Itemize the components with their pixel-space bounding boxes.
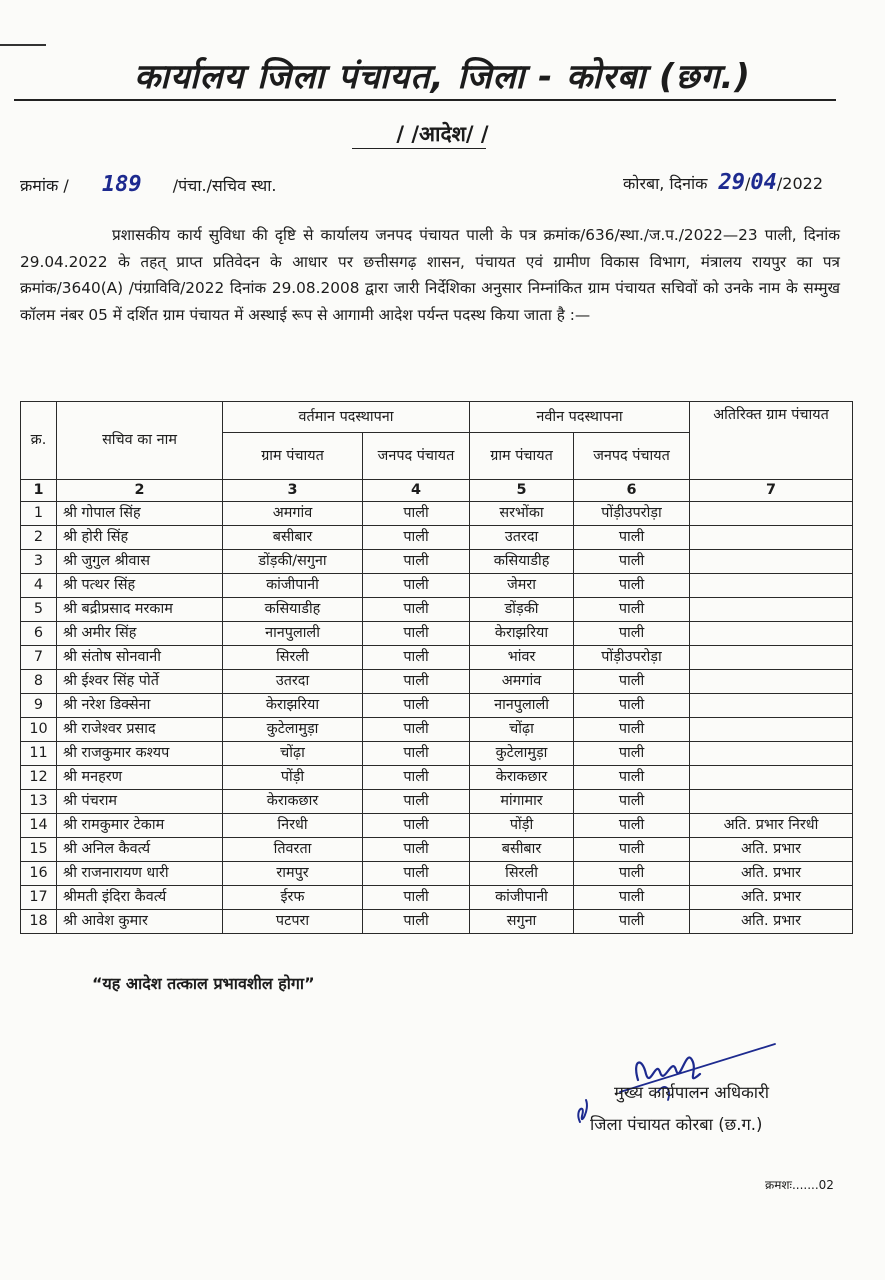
current-gram-panchayat-cell: पोंड़ी	[223, 766, 363, 790]
additional-charge-cell	[690, 694, 853, 718]
column-number: 6	[574, 480, 690, 502]
header-additional-panchayat: अतिरिक्त ग्राम पंचायत	[690, 402, 853, 480]
posting-table	[20, 401, 853, 934]
new-gram-panchayat-cell: अमगांव	[470, 670, 574, 694]
current-janpad-cell: पाली	[363, 574, 470, 598]
header-new-gram-panchayat: ग्राम पंचायत	[470, 433, 574, 480]
secretary-name-cell: श्री जुगुल श्रीवास	[57, 550, 223, 574]
current-janpad-cell: पाली	[363, 814, 470, 838]
current-janpad-cell: पाली	[363, 766, 470, 790]
date-day: 29	[718, 170, 745, 195]
current-gram-panchayat-cell: कसियाडीह	[223, 598, 363, 622]
header-current-gram-panchayat: ग्राम पंचायत	[223, 433, 363, 480]
column-number: 1	[21, 480, 57, 502]
table-row	[21, 694, 853, 718]
corner-mark	[0, 44, 46, 46]
signatory-office: जिला पंचायत कोरबा (छ.ग.)	[590, 1115, 763, 1134]
new-janpad-cell: पाली	[574, 862, 690, 886]
secretary-name-cell: श्रीमती इंदिरा कैवर्त्य	[57, 886, 223, 910]
secretary-name-cell: श्री अमीर सिंह	[57, 622, 223, 646]
column-number: 4	[363, 480, 470, 502]
secretary-name-cell: श्री राजेश्वर प्रसाद	[57, 718, 223, 742]
additional-charge-cell: अति. प्रभार	[690, 838, 853, 862]
new-gram-panchayat-cell: सिरली	[470, 862, 574, 886]
order-heading: / /आदेश/ /	[396, 122, 489, 146]
new-gram-panchayat-cell: सगुना	[470, 910, 574, 934]
effective-immediately-note: “यह आदेश तत्काल प्रभावशील होगा”	[92, 974, 315, 993]
table-row	[21, 742, 853, 766]
current-gram-panchayat-cell: उतरदा	[223, 670, 363, 694]
current-janpad-cell: पाली	[363, 838, 470, 862]
column-number: 3	[223, 480, 363, 502]
secretary-name-cell: श्री राजकुमार कश्यप	[57, 742, 223, 766]
table-row	[21, 814, 853, 838]
new-janpad-cell: पोंड़ीउपरोड़ा	[574, 502, 690, 526]
posting-table-body	[21, 480, 853, 934]
new-janpad-cell: पाली	[574, 526, 690, 550]
current-gram-panchayat-cell: कुटेलामुड़ा	[223, 718, 363, 742]
order-body-paragraph: प्रशासकीय कार्य सुविधा की दृष्टि से कार्यालय जनपद पंचायत पाली के पत्र क्रमांक/636/स्था./ज.प./2022—23 पाली, दिनांक 29.04.2022 के तहत् प्राप्त प्रतिवेदन के आधार पर छत्तीसगढ़ शासन, पंचायत एवं ग्रामीण विकास विभाग, मंत्रालय रायपुर का पत्र क्रमांक/3640(A) /पंग्राविवि/2022 दिनांक 29.08.2008 द्वारा जारी निर्देशिका अनुसार निम्नांकित ग्राम पंचायत सचिवों को उनके नाम के सम्मुख कॉलम नंबर 05 में दर्शित ग्राम पंचायत में अस्थाई रूप से आगामी आदेश पर्यन्त पदस्थ किया जाता है :—	[20, 226, 840, 324]
additional-charge-cell: अति. प्रभार निरधी	[690, 814, 853, 838]
table-row	[21, 838, 853, 862]
additional-charge-cell	[690, 670, 853, 694]
reference-suffix: /पंचा./सचिव स्था.	[172, 176, 277, 195]
new-janpad-cell: पाली	[574, 670, 690, 694]
office-title: कार्यालय जिला पंचायत, जिला - कोरबा (छग.)	[134, 57, 751, 97]
new-janpad-cell: पाली	[574, 886, 690, 910]
place-date-prefix: कोरबा, दिनांक	[623, 174, 708, 193]
new-janpad-cell: पाली	[574, 718, 690, 742]
serial-cell: 16	[21, 862, 57, 886]
secretary-name-cell: श्री रामकुमार टेकाम	[57, 814, 223, 838]
secretary-name-cell: श्री नरेश डिक्सेना	[57, 694, 223, 718]
additional-charge-cell	[690, 502, 853, 526]
new-gram-panchayat-cell: डोंड़की	[470, 598, 574, 622]
header-new-janpad-panchayat: जनपद पंचायत	[574, 433, 690, 480]
column-number: 7	[690, 480, 853, 502]
current-janpad-cell: पाली	[363, 694, 470, 718]
table-row	[21, 550, 853, 574]
title-rule	[14, 99, 836, 101]
new-gram-panchayat-cell: केराझरिया	[470, 622, 574, 646]
serial-cell: 1	[21, 502, 57, 526]
table-row	[21, 574, 853, 598]
serial-cell: 10	[21, 718, 57, 742]
secretary-name-cell: श्री बद्रीप्रसाद मरकाम	[57, 598, 223, 622]
table-row	[21, 670, 853, 694]
column-number: 5	[470, 480, 574, 502]
current-janpad-cell: पाली	[363, 526, 470, 550]
current-gram-panchayat-cell: चोंढ़ा	[223, 742, 363, 766]
additional-charge-cell: अति. प्रभार	[690, 862, 853, 886]
serial-cell: 3	[21, 550, 57, 574]
secretary-name-cell: श्री आवेश कुमार	[57, 910, 223, 934]
serial-cell: 9	[21, 694, 57, 718]
table-row	[21, 766, 853, 790]
current-janpad-cell: पाली	[363, 790, 470, 814]
serial-cell: 17	[21, 886, 57, 910]
column-number: 2	[57, 480, 223, 502]
header-current-janpad-panchayat: जनपद पंचायत	[363, 433, 470, 480]
secretary-name-cell: श्री पंचराम	[57, 790, 223, 814]
additional-charge-cell	[690, 718, 853, 742]
current-gram-panchayat-cell: बसीबार	[223, 526, 363, 550]
serial-cell: 8	[21, 670, 57, 694]
header-new-posting: नवीन पदस्थापना	[470, 402, 690, 433]
current-gram-panchayat-cell: पटपरा	[223, 910, 363, 934]
current-janpad-cell: पाली	[363, 742, 470, 766]
table-row	[21, 718, 853, 742]
reference-prefix: क्रमांक /	[20, 176, 69, 195]
serial-cell: 14	[21, 814, 57, 838]
current-janpad-cell: पाली	[363, 598, 470, 622]
new-gram-panchayat-cell: भांवर	[470, 646, 574, 670]
new-janpad-cell: पाली	[574, 838, 690, 862]
secretary-name-cell: श्री होरी सिंह	[57, 526, 223, 550]
new-gram-panchayat-cell: सरभोंका	[470, 502, 574, 526]
secretary-name-cell: श्री ईश्वर सिंह पोर्ते	[57, 670, 223, 694]
serial-cell: 12	[21, 766, 57, 790]
additional-charge-cell	[690, 598, 853, 622]
new-janpad-cell: पाली	[574, 910, 690, 934]
secretary-name-cell: श्री राजनारायण धारी	[57, 862, 223, 886]
new-gram-panchayat-cell: जेमरा	[470, 574, 574, 598]
current-janpad-cell: पाली	[363, 670, 470, 694]
secretary-name-cell: श्री अनिल कैवर्त्य	[57, 838, 223, 862]
new-janpad-cell: पाली	[574, 742, 690, 766]
additional-charge-cell: अति. प्रभार	[690, 910, 853, 934]
current-gram-panchayat-cell: नानपुलाली	[223, 622, 363, 646]
signatory-title: मुख्य कार्यपालन अधिकारी	[614, 1083, 770, 1102]
header-current-posting: वर्तमान पदस्थापना	[223, 402, 470, 433]
current-janpad-cell: पाली	[363, 910, 470, 934]
current-gram-panchayat-cell: कांजीपानी	[223, 574, 363, 598]
new-gram-panchayat-cell: मांगामार	[470, 790, 574, 814]
additional-charge-cell	[690, 742, 853, 766]
new-gram-panchayat-cell: पोंड़ी	[470, 814, 574, 838]
current-gram-panchayat-cell: अमगांव	[223, 502, 363, 526]
current-gram-panchayat-cell: केराकछार	[223, 790, 363, 814]
current-gram-panchayat-cell: रामपुर	[223, 862, 363, 886]
reference-number-line	[20, 172, 276, 197]
header-secretary-name: सचिव का नाम	[57, 402, 223, 480]
current-gram-panchayat-cell: तिवरता	[223, 838, 363, 862]
new-janpad-cell: पाली	[574, 766, 690, 790]
new-gram-panchayat-cell: चोंढ़ा	[470, 718, 574, 742]
serial-cell: 15	[21, 838, 57, 862]
current-janpad-cell: पाली	[363, 886, 470, 910]
additional-charge-cell	[690, 790, 853, 814]
serial-cell: 5	[21, 598, 57, 622]
new-janpad-cell: पोंड़ीउपरोड़ा	[574, 646, 690, 670]
new-janpad-cell: पाली	[574, 814, 690, 838]
table-row	[21, 790, 853, 814]
new-janpad-cell: पाली	[574, 574, 690, 598]
header-serial: क्र.	[21, 402, 57, 480]
secretary-name-cell: श्री पत्थर सिंह	[57, 574, 223, 598]
serial-cell: 7	[21, 646, 57, 670]
table-row	[21, 886, 853, 910]
new-janpad-cell: पाली	[574, 694, 690, 718]
current-janpad-cell: पाली	[363, 550, 470, 574]
serial-cell: 2	[21, 526, 57, 550]
secretary-name-cell: श्री मनहरण	[57, 766, 223, 790]
additional-charge-cell: अति. प्रभार	[690, 886, 853, 910]
additional-charge-cell	[690, 574, 853, 598]
current-gram-panchayat-cell: ईरफ	[223, 886, 363, 910]
additional-charge-cell	[690, 526, 853, 550]
new-gram-panchayat-cell: केराकछार	[470, 766, 574, 790]
new-janpad-cell: पाली	[574, 598, 690, 622]
current-gram-panchayat-cell: निरधी	[223, 814, 363, 838]
table-row	[21, 910, 853, 934]
table-row	[21, 646, 853, 670]
secretary-name-cell: श्री संतोष सोनवानी	[57, 646, 223, 670]
table-row	[21, 502, 853, 526]
new-janpad-cell: पाली	[574, 622, 690, 646]
table-row	[21, 598, 853, 622]
page-continuation: क्रमशः.......02	[765, 1178, 834, 1192]
additional-charge-cell	[690, 766, 853, 790]
serial-cell: 6	[21, 622, 57, 646]
new-janpad-cell: पाली	[574, 550, 690, 574]
serial-cell: 4	[21, 574, 57, 598]
new-janpad-cell: पाली	[574, 790, 690, 814]
current-gram-panchayat-cell: सिरली	[223, 646, 363, 670]
current-gram-panchayat-cell: केराझरिया	[223, 694, 363, 718]
new-gram-panchayat-cell: उतरदा	[470, 526, 574, 550]
new-gram-panchayat-cell: कांजीपानी	[470, 886, 574, 910]
table-row	[21, 526, 853, 550]
additional-charge-cell	[690, 622, 853, 646]
secretary-name-cell: श्री गोपाल सिंह	[57, 502, 223, 526]
current-janpad-cell: पाली	[363, 718, 470, 742]
current-gram-panchayat-cell: डोंड़की/सगुना	[223, 550, 363, 574]
table-row	[21, 862, 853, 886]
new-gram-panchayat-cell: बसीबार	[470, 838, 574, 862]
additional-charge-cell	[690, 550, 853, 574]
reference-number: 189	[101, 172, 142, 197]
current-janpad-cell: पाली	[363, 646, 470, 670]
new-gram-panchayat-cell: नानपुलाली	[470, 694, 574, 718]
date-year: /2022	[776, 174, 823, 193]
serial-cell: 11	[21, 742, 57, 766]
current-janpad-cell: पाली	[363, 622, 470, 646]
serial-cell: 18	[21, 910, 57, 934]
column-number-row	[21, 480, 853, 502]
new-gram-panchayat-cell: कसियाडीह	[470, 550, 574, 574]
current-janpad-cell: पाली	[363, 502, 470, 526]
date-line: कोरबा, दिनांक 29/04/2022	[623, 170, 823, 195]
date-month: 04	[750, 170, 777, 195]
table-row	[21, 622, 853, 646]
additional-charge-cell	[690, 646, 853, 670]
current-janpad-cell: पाली	[363, 862, 470, 886]
order-underline	[352, 148, 486, 149]
new-gram-panchayat-cell: कुटेलामुड़ा	[470, 742, 574, 766]
serial-cell: 13	[21, 790, 57, 814]
